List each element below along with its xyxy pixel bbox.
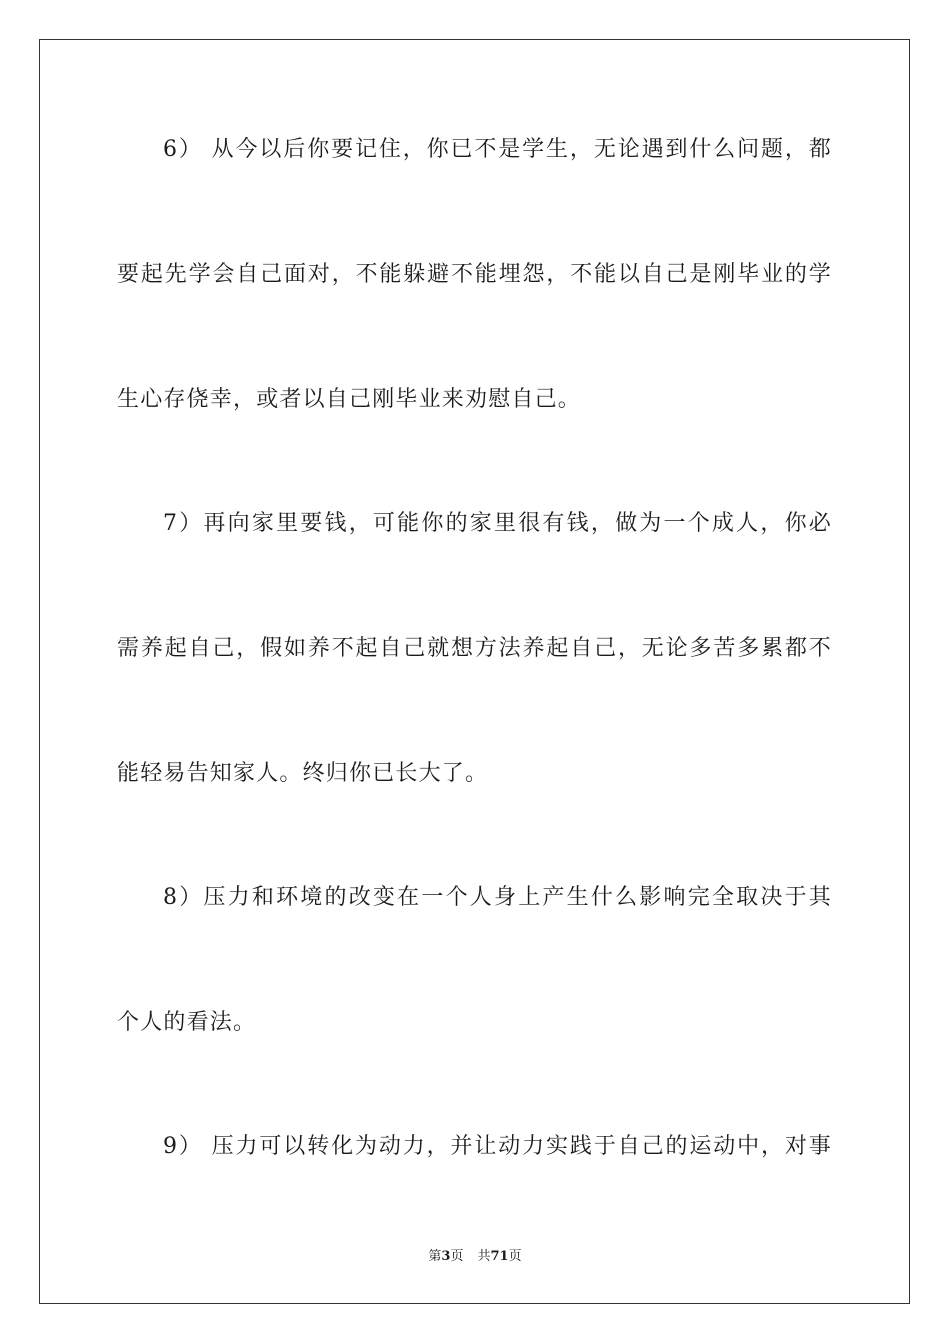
paragraph-6-line-3: 生心存侥幸，或者以自己刚毕业来劝慰自己。 [117,387,582,412]
paragraph-7-line-1: 7）再向家里要钱，可能你的家里很有钱，做为一个成人，你必 [163,511,832,536]
paragraph-6-line-2: 要起先学会自己面对，不能躲避不能埋怨，不能以自己是刚毕业的学 [117,262,832,287]
paragraph-7-line-2: 需养起自己，假如养不起自己就想方法养起自己，无论多苦多累都不 [117,636,832,661]
footer-page-suffix: 页 [450,1249,464,1264]
paragraph-8-line-2: 个人的看法。 [117,1010,257,1035]
footer-total-prefix: 共 [477,1249,491,1264]
footer-total-number: 71 [490,1249,509,1264]
page-footer [0,1249,950,1265]
paragraph-9-line-1: 9） 压力可以转化为动力，并让动力实践于自己的运动中，对事 [163,1134,832,1159]
footer-page-prefix: 第 [428,1249,442,1264]
page-border [39,39,910,1304]
paragraph-8-line-1: 8）压力和环境的改变在一个人身上产生什么影响完全取决于其 [163,885,832,910]
paragraph-6-line-1: 6） 从今以后你要记住，你已不是学生，无论遇到什么问题，都 [163,137,832,162]
footer-total-suffix: 页 [508,1249,522,1264]
paragraph-7-line-3: 能轻易告知家人。终归你已长大了。 [117,761,489,786]
footer-page-number: 3 [441,1249,451,1264]
